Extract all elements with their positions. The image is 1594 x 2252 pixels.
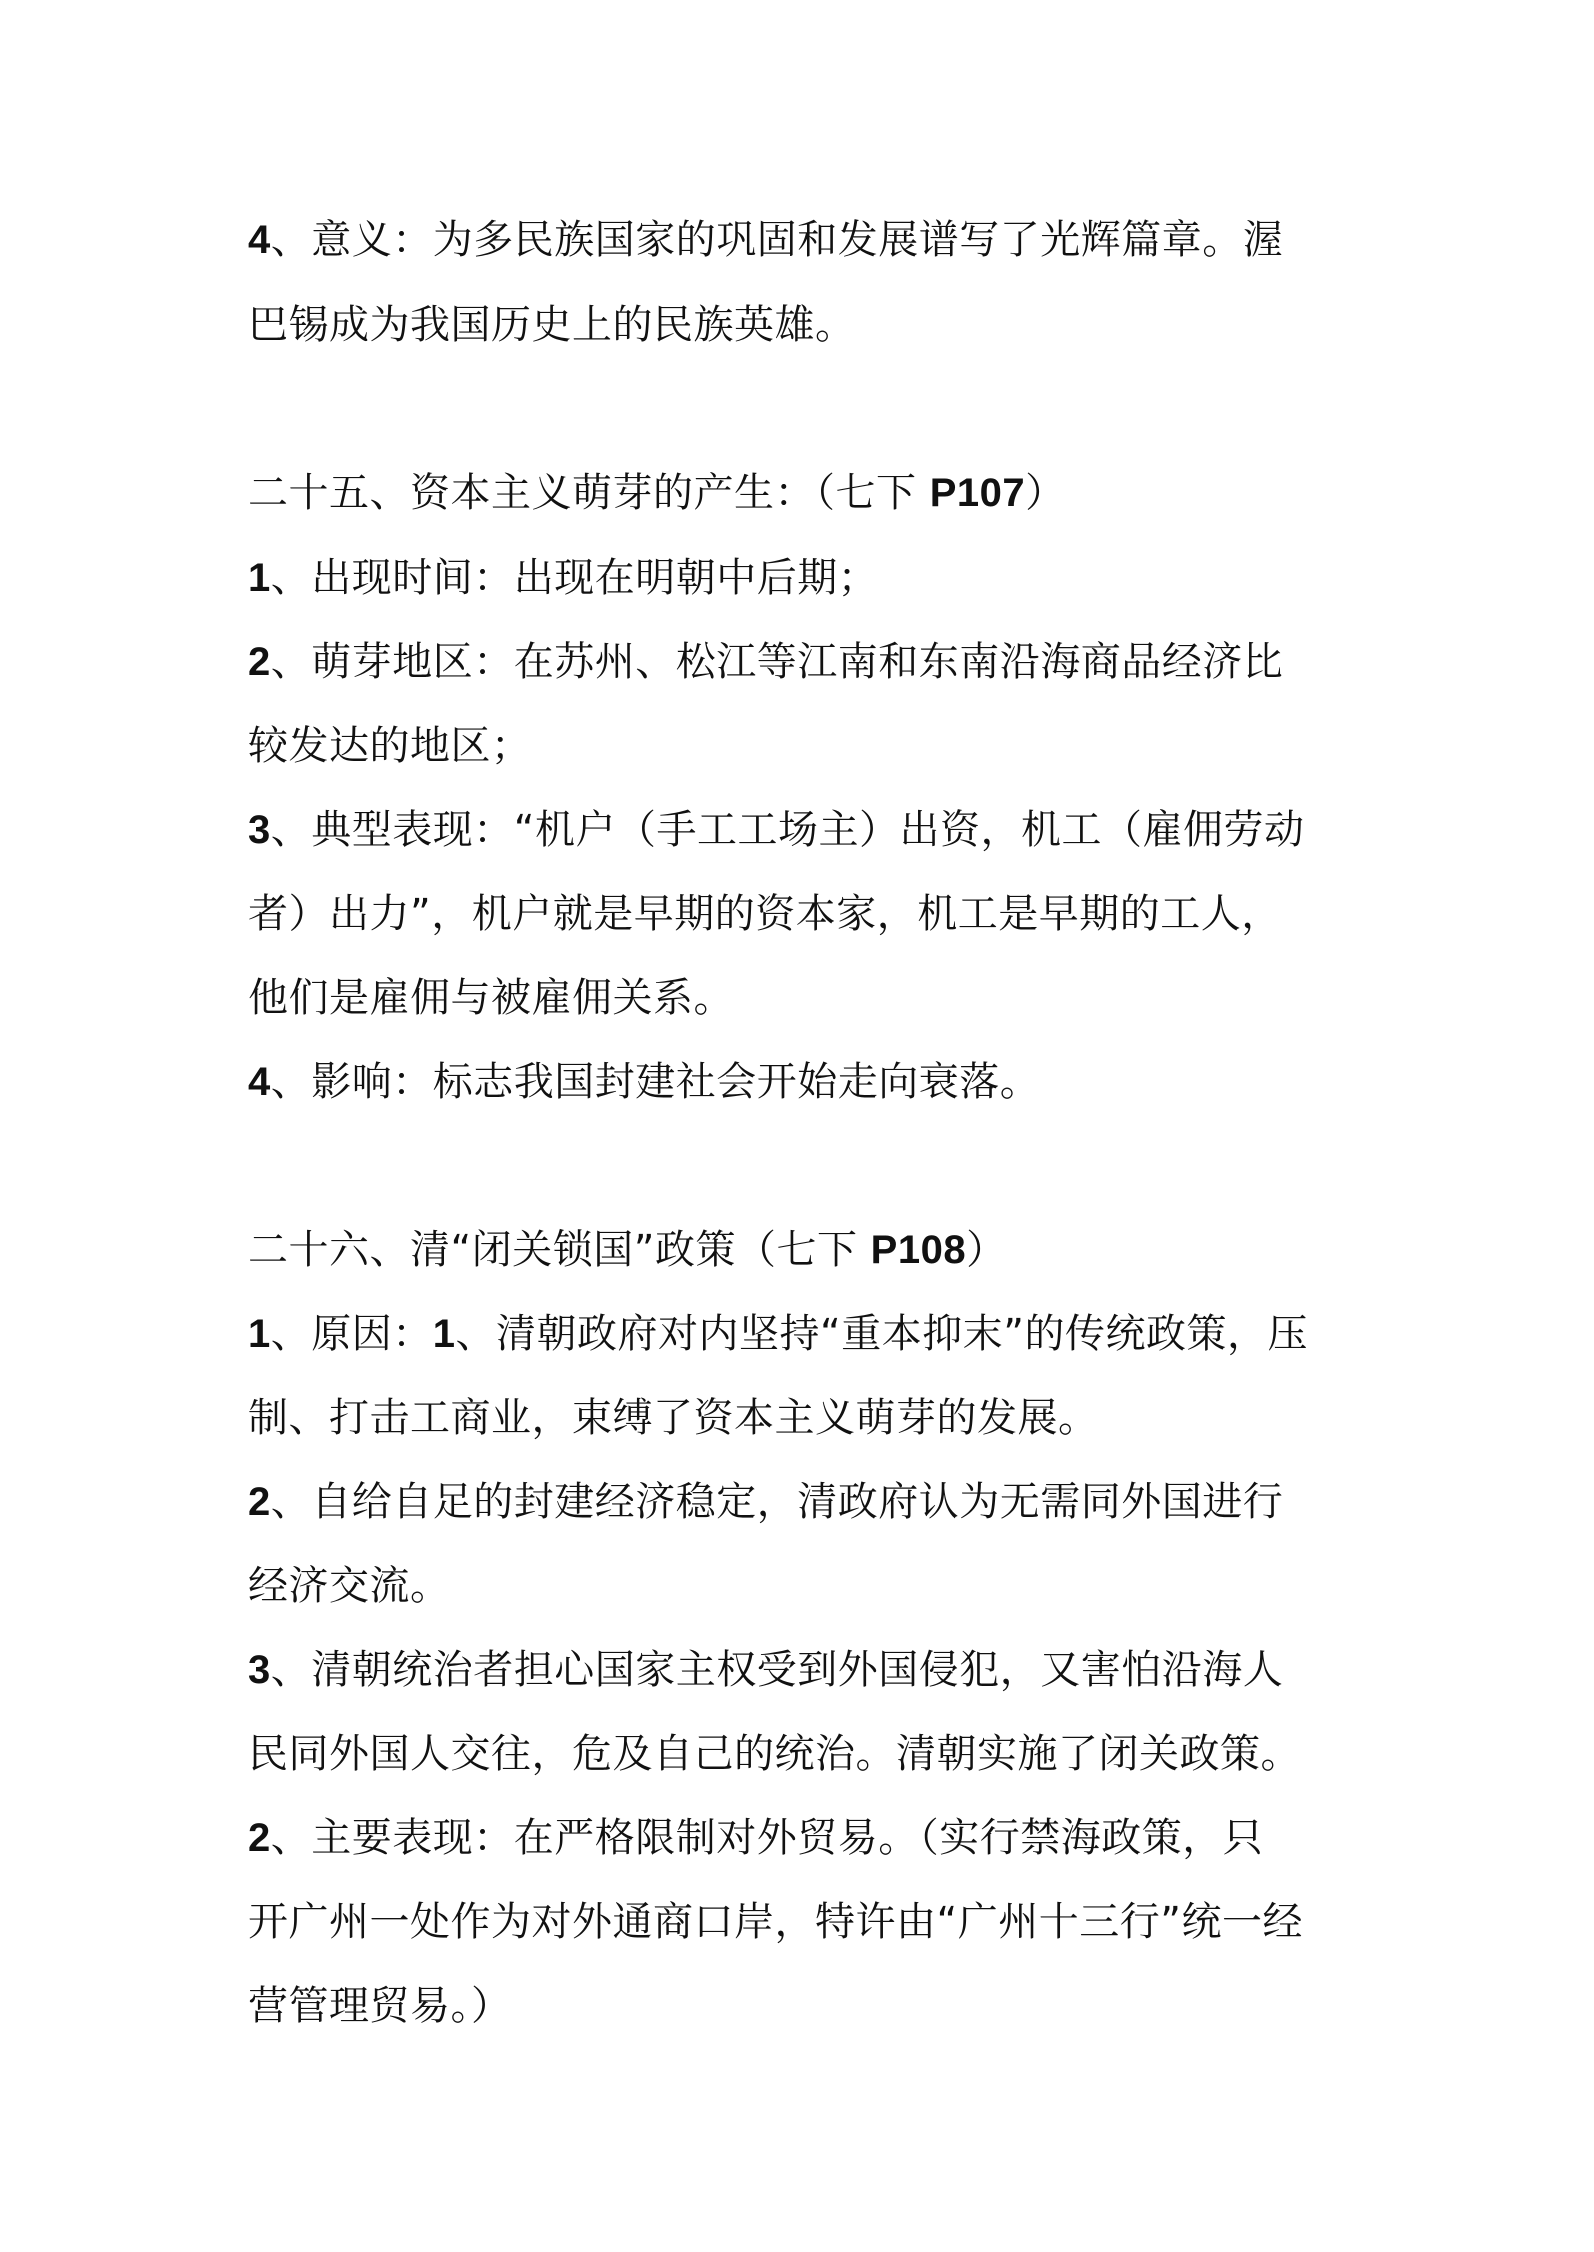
item-number: 1 [248, 1312, 271, 1356]
s24-item4-line2 [248, 297, 1368, 353]
item-number: 4 [248, 218, 271, 262]
item-number: 3 [248, 1648, 271, 1692]
item-text: 、原因： [270, 1311, 433, 1357]
item-number: 4 [248, 1060, 271, 1104]
s25-item4 [248, 1054, 1368, 1110]
item-text: 巴锡成为我国历史上的民族英雄。 [248, 302, 856, 348]
item-text: 、影响：标志我国封建社会开始走向衰落。 [270, 1059, 1041, 1105]
item-text: 制、打击工商业，束缚了资本主义萌芽的发展。 [248, 1395, 1099, 1441]
s25-item3-line3 [248, 970, 1368, 1026]
item-text: 、清朝政府对内坚持“重本抑末”的传统政策，压 [455, 1311, 1308, 1357]
heading-text: 二十六、清“闭关锁国”政策（七下 [248, 1227, 871, 1273]
heading-suffix: ） [966, 1227, 1007, 1273]
s26-item3-line1 [248, 1642, 1368, 1698]
s26-item4-line2 [248, 1894, 1368, 1950]
item-number: 2 [248, 1480, 271, 1524]
s26-item1-line1 [248, 1306, 1368, 1362]
s25-heading [248, 465, 1368, 521]
s25-item2-line1 [248, 634, 1368, 690]
item-text: 、意义：为多民族国家的巩固和发展谱写了光辉篇章。渥 [270, 217, 1284, 263]
s26-item4-line1 [248, 1810, 1368, 1866]
page-ref: P108 [870, 1228, 967, 1272]
item-text: 民同外国人交往，危及自己的统治。清朝实施了闭关政策。 [248, 1731, 1301, 1777]
item-number: 2 [248, 1816, 271, 1860]
s26-item2-line1 [248, 1474, 1368, 1530]
item-text: 、自给自足的封建经济稳定，清政府认为无需同外国进行 [270, 1479, 1284, 1525]
item-text: 他们是雇佣与被雇佣关系。 [248, 975, 734, 1021]
item-text: 、主要表现：在严格限制对外贸易。（实行禁海政策，只 [270, 1815, 1264, 1861]
item-text: 经济交流。 [248, 1563, 451, 1609]
item-text: 较发达的地区； [248, 723, 532, 769]
item-text: 、出现时间：出现在明朝中后期； [270, 555, 879, 601]
heading-suffix: ） [1025, 470, 1066, 516]
s25-item3-line2 [248, 886, 1368, 942]
sub-item-number: 1 [432, 1312, 456, 1356]
s26-item3-line2 [248, 1726, 1368, 1782]
item-text: 开广州一处作为对外通商口岸，特许由“广州十三行”统一经 [248, 1899, 1303, 1945]
item-text: 营管理贸易。） [248, 1983, 512, 2029]
item-number: 2 [248, 640, 271, 684]
s25-item3-line1 [248, 802, 1368, 858]
heading-text: 二十五、资本主义萌芽的产生：（七下 [248, 470, 930, 516]
s24-item4-line1 [248, 212, 1368, 268]
item-number: 1 [248, 556, 271, 600]
item-text: 、萌芽地区：在苏州、松江等江南和东南沿海商品经济比 [270, 639, 1284, 685]
s26-item1-line2 [248, 1390, 1368, 1446]
item-text: 、典型表现：“机户（手工工场主）出资，机工（雇佣劳动 [270, 807, 1305, 853]
page-ref: P107 [929, 471, 1026, 515]
s25-item1 [248, 550, 1368, 606]
s26-item4-line3 [248, 1978, 1368, 2034]
s26-item2-line2 [248, 1558, 1368, 1614]
s26-heading [248, 1222, 1368, 1278]
s25-item2-line2 [248, 718, 1368, 774]
item-number: 3 [248, 808, 271, 852]
item-text: 、清朝统治者担心国家主权受到外国侵犯，又害怕沿海人 [270, 1647, 1284, 1693]
item-text: 者）出力”，机户就是早期的资本家，机工是早期的工人， [248, 891, 1282, 937]
